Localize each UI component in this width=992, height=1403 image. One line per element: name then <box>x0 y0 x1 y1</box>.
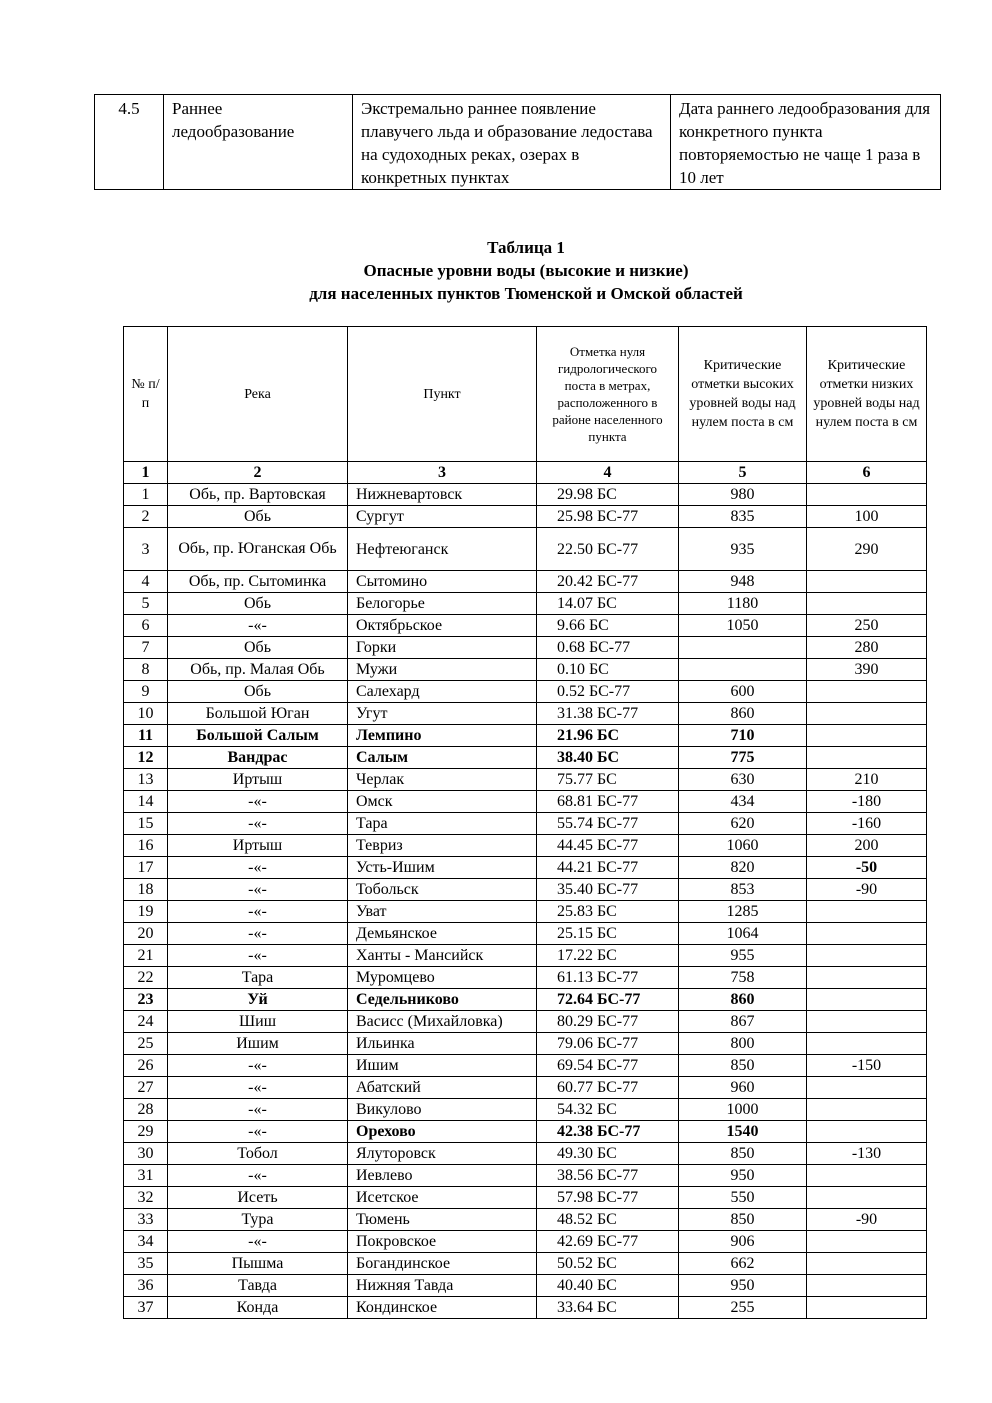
row-zero-mark: 0.10 БС <box>537 659 679 681</box>
row-number: 6 <box>124 615 168 637</box>
row-place: Покровское <box>348 1231 537 1253</box>
table-row <box>124 1077 927 1099</box>
row-high-level: 662 <box>679 1253 807 1275</box>
header-low-levels: Критические отметки низких уровней воды над нулем поста в см <box>807 327 927 462</box>
row-low-level <box>807 989 927 1011</box>
row-low-level <box>807 1297 927 1319</box>
table-row <box>124 1165 927 1187</box>
table-row <box>124 1011 927 1033</box>
row-place: Октябрьское <box>348 615 537 637</box>
row-place: Тевриз <box>348 835 537 857</box>
row-zero-mark: 69.54 БС-77 <box>537 1055 679 1077</box>
row-zero-mark: 68.81 БС-77 <box>537 791 679 813</box>
row-river: -«- <box>168 1165 348 1187</box>
row-zero-mark: 48.52 БС <box>537 1209 679 1231</box>
row-low-level: 200 <box>807 835 927 857</box>
table-row <box>124 989 927 1011</box>
table-row <box>124 615 927 637</box>
table-row <box>124 1253 927 1275</box>
row-high-level: 630 <box>679 769 807 791</box>
table-row <box>124 1033 927 1055</box>
table-row <box>124 879 927 901</box>
top-row-description: Экстремально раннее появление плавучего льда и образование ледостава на судоходных реках, озерах в конкретных пунктах <box>353 95 671 190</box>
table-row <box>124 1187 927 1209</box>
row-zero-mark: 42.69 БС-77 <box>537 1231 679 1253</box>
row-number: 37 <box>124 1297 168 1319</box>
table-row <box>124 901 927 923</box>
row-river: -«- <box>168 923 348 945</box>
row-river: Тара <box>168 967 348 989</box>
row-high-level: 710 <box>679 725 807 747</box>
row-place: Абатский <box>348 1077 537 1099</box>
table-row <box>124 747 927 769</box>
row-number: 29 <box>124 1121 168 1143</box>
row-low-level <box>807 1275 927 1297</box>
table-row <box>124 506 927 528</box>
row-low-level: 280 <box>807 637 927 659</box>
row-number: 9 <box>124 681 168 703</box>
row-place: Ишим <box>348 1055 537 1077</box>
row-place: Седельниково <box>348 989 537 1011</box>
row-number: 4 <box>124 571 168 593</box>
row-number: 12 <box>124 747 168 769</box>
table-row <box>124 528 927 571</box>
row-high-level: 850 <box>679 1055 807 1077</box>
row-river: Обь <box>168 637 348 659</box>
row-zero-mark: 0.52 БС-77 <box>537 681 679 703</box>
row-river: -«- <box>168 901 348 923</box>
water-levels-body <box>124 327 927 1319</box>
row-low-level <box>807 967 927 989</box>
row-low-level: -50 <box>807 857 927 879</box>
row-river: Уй <box>168 989 348 1011</box>
row-number: 17 <box>124 857 168 879</box>
row-number: 18 <box>124 879 168 901</box>
row-low-level: -90 <box>807 1209 927 1231</box>
row-high-level: 980 <box>679 484 807 506</box>
column-number: 1 <box>124 462 168 484</box>
row-number: 31 <box>124 1165 168 1187</box>
row-river: -«- <box>168 945 348 967</box>
row-place: Ильинка <box>348 1033 537 1055</box>
row-number: 30 <box>124 1143 168 1165</box>
row-place: Демьянское <box>348 923 537 945</box>
row-number: 10 <box>124 703 168 725</box>
row-low-level <box>807 747 927 769</box>
row-number: 13 <box>124 769 168 791</box>
column-number: 4 <box>537 462 679 484</box>
row-zero-mark: 9.66 БС <box>537 615 679 637</box>
row-river: -«- <box>168 857 348 879</box>
row-zero-mark: 60.77 БС-77 <box>537 1077 679 1099</box>
row-river: -«- <box>168 615 348 637</box>
row-low-level <box>807 1231 927 1253</box>
row-low-level <box>807 1187 927 1209</box>
header-row <box>124 327 927 462</box>
row-low-level <box>807 945 927 967</box>
row-river: -«- <box>168 1121 348 1143</box>
row-number: 8 <box>124 659 168 681</box>
column-number: 2 <box>168 462 348 484</box>
table-row <box>124 945 927 967</box>
table-row <box>124 571 927 593</box>
table-row <box>124 1297 927 1319</box>
row-high-level: 950 <box>679 1165 807 1187</box>
row-place: Иевлево <box>348 1165 537 1187</box>
column-number: 3 <box>348 462 537 484</box>
row-high-level: 1285 <box>679 901 807 923</box>
row-high-level: 775 <box>679 747 807 769</box>
row-zero-mark: 44.21 БС-77 <box>537 857 679 879</box>
row-zero-mark: 29.98 БС <box>537 484 679 506</box>
caption-line-2: Опасные уровни воды (высокие и низкие) <box>363 261 689 280</box>
row-river: Ишим <box>168 1033 348 1055</box>
row-river: Пышма <box>168 1253 348 1275</box>
table-row <box>124 1143 927 1165</box>
header-zero-mark: Отметка нуля гидрологического поста в метрах, расположенного в районе населенного пункта <box>537 327 679 462</box>
row-river: -«- <box>168 1077 348 1099</box>
row-number: 11 <box>124 725 168 747</box>
row-zero-mark: 61.13 БС-77 <box>537 967 679 989</box>
row-zero-mark: 20.42 БС-77 <box>537 571 679 593</box>
row-zero-mark: 49.30 БС <box>537 1143 679 1165</box>
row-zero-mark: 25.98 БС-77 <box>537 506 679 528</box>
row-river: Исеть <box>168 1187 348 1209</box>
row-number: 36 <box>124 1275 168 1297</box>
top-row-criterion: Дата раннего ледообразования для конкретного пункта повторяемостью не чаще 1 раза в 10 лет <box>671 95 941 190</box>
row-river: -«- <box>168 879 348 901</box>
row-place: Сургут <box>348 506 537 528</box>
row-low-level: 250 <box>807 615 927 637</box>
table-row <box>124 1055 927 1077</box>
row-number: 7 <box>124 637 168 659</box>
row-zero-mark: 50.52 БС <box>537 1253 679 1275</box>
row-river: Обь, пр. Вартовская <box>168 484 348 506</box>
top-row-number: 4.5 <box>95 95 164 190</box>
row-high-level: 867 <box>679 1011 807 1033</box>
row-river: Тобол <box>168 1143 348 1165</box>
row-zero-mark: 55.74 БС-77 <box>537 813 679 835</box>
row-low-level: 210 <box>807 769 927 791</box>
table-row <box>124 967 927 989</box>
row-place: Нижневартовск <box>348 484 537 506</box>
row-low-level <box>807 1099 927 1121</box>
row-low-level: -160 <box>807 813 927 835</box>
row-low-level <box>807 923 927 945</box>
row-high-level: 960 <box>679 1077 807 1099</box>
table-row <box>124 593 927 615</box>
row-high-level: 1180 <box>679 593 807 615</box>
row-number: 32 <box>124 1187 168 1209</box>
row-place: Кондинское <box>348 1297 537 1319</box>
row-zero-mark: 21.96 БС <box>537 725 679 747</box>
row-place: Тобольск <box>348 879 537 901</box>
row-low-level <box>807 1077 927 1099</box>
row-number: 26 <box>124 1055 168 1077</box>
row-river: Большой Юган <box>168 703 348 725</box>
row-low-level: 100 <box>807 506 927 528</box>
table-row <box>124 1209 927 1231</box>
row-high-level: 1540 <box>679 1121 807 1143</box>
table-row <box>124 791 927 813</box>
row-low-level <box>807 1253 927 1275</box>
row-high-level: 800 <box>679 1033 807 1055</box>
table-row <box>124 484 927 506</box>
caption-line-3: для населенных пунктов Тюменской и Омской областей <box>309 284 743 303</box>
row-low-level <box>807 1011 927 1033</box>
row-high-level: 860 <box>679 703 807 725</box>
row-river: Иртыш <box>168 769 348 791</box>
row-zero-mark: 33.64 БС <box>537 1297 679 1319</box>
row-high-level: 850 <box>679 1143 807 1165</box>
row-number: 23 <box>124 989 168 1011</box>
row-zero-mark: 42.38 БС-77 <box>537 1121 679 1143</box>
row-place: Орехово <box>348 1121 537 1143</box>
column-number: 5 <box>679 462 807 484</box>
row-low-level <box>807 484 927 506</box>
row-high-level: 860 <box>679 989 807 1011</box>
table-row <box>124 659 927 681</box>
row-place: Угут <box>348 703 537 725</box>
header-place: Пункт <box>348 327 537 462</box>
row-river: Шиш <box>168 1011 348 1033</box>
row-place: Тара <box>348 813 537 835</box>
row-river: -«- <box>168 813 348 835</box>
table-row <box>124 923 927 945</box>
table-row <box>124 1099 927 1121</box>
row-high-level: 906 <box>679 1231 807 1253</box>
row-high-level: 835 <box>679 506 807 528</box>
row-low-level: 390 <box>807 659 927 681</box>
row-low-level <box>807 1033 927 1055</box>
row-low-level <box>807 1121 927 1143</box>
row-zero-mark: 14.07 БС <box>537 593 679 615</box>
top-table <box>94 94 941 190</box>
row-place: Нефтеюганск <box>348 528 537 571</box>
row-high-level: 1060 <box>679 835 807 857</box>
row-high-level: 948 <box>679 571 807 593</box>
row-place: Исетское <box>348 1187 537 1209</box>
row-high-level: 955 <box>679 945 807 967</box>
row-low-level <box>807 571 927 593</box>
row-high-level <box>679 637 807 659</box>
row-number: 1 <box>124 484 168 506</box>
row-place: Богандинское <box>348 1253 537 1275</box>
row-low-level <box>807 681 927 703</box>
table-row <box>124 681 927 703</box>
row-place: Муромцево <box>348 967 537 989</box>
row-high-level: 620 <box>679 813 807 835</box>
row-place: Сытомино <box>348 571 537 593</box>
row-zero-mark: 25.15 БС <box>537 923 679 945</box>
header-river: Река <box>168 327 348 462</box>
header-high-levels: Критические отметки высоких уровней воды над нулем поста в см <box>679 327 807 462</box>
row-place: Лемпино <box>348 725 537 747</box>
row-number: 35 <box>124 1253 168 1275</box>
row-number: 28 <box>124 1099 168 1121</box>
row-number: 5 <box>124 593 168 615</box>
row-low-level: -180 <box>807 791 927 813</box>
table-row <box>124 1231 927 1253</box>
row-low-level: -150 <box>807 1055 927 1077</box>
row-river: Тура <box>168 1209 348 1231</box>
row-place: Омск <box>348 791 537 813</box>
row-zero-mark: 38.56 БС-77 <box>537 1165 679 1187</box>
row-zero-mark: 40.40 БС <box>537 1275 679 1297</box>
row-high-level: 758 <box>679 967 807 989</box>
row-high-level: 600 <box>679 681 807 703</box>
table-row <box>124 857 927 879</box>
row-number: 33 <box>124 1209 168 1231</box>
row-zero-mark: 22.50 БС-77 <box>537 528 679 571</box>
row-river: Иртыш <box>168 835 348 857</box>
row-river: -«- <box>168 1231 348 1253</box>
row-high-level: 1000 <box>679 1099 807 1121</box>
row-high-level: 550 <box>679 1187 807 1209</box>
table-row <box>124 1275 927 1297</box>
row-number: 3 <box>124 528 168 571</box>
water-levels-table <box>123 326 927 1319</box>
row-high-level: 850 <box>679 1209 807 1231</box>
row-river: Обь, пр. Сытоминка <box>168 571 348 593</box>
row-zero-mark: 54.32 БС <box>537 1099 679 1121</box>
row-river: Обь <box>168 506 348 528</box>
row-number: 22 <box>124 967 168 989</box>
caption-line-1: Таблица 1 <box>487 238 565 257</box>
row-place: Усть-Ишим <box>348 857 537 879</box>
row-high-level: 950 <box>679 1275 807 1297</box>
row-river: Обь <box>168 593 348 615</box>
row-place: Черлак <box>348 769 537 791</box>
row-high-level: 820 <box>679 857 807 879</box>
table-row <box>124 637 927 659</box>
row-zero-mark: 80.29 БС-77 <box>537 1011 679 1033</box>
table-caption <box>60 236 992 305</box>
row-low-level: -90 <box>807 879 927 901</box>
row-number: 15 <box>124 813 168 835</box>
row-zero-mark: 44.45 БС-77 <box>537 835 679 857</box>
top-row-name: Раннее ледообразование <box>164 95 353 190</box>
row-place: Салым <box>348 747 537 769</box>
table-row <box>124 1121 927 1143</box>
table-row <box>124 835 927 857</box>
row-zero-mark: 25.83 БС <box>537 901 679 923</box>
row-river: Обь, пр. Малая Обь <box>168 659 348 681</box>
row-high-level: 1050 <box>679 615 807 637</box>
row-low-level <box>807 703 927 725</box>
row-zero-mark: 72.64 БС-77 <box>537 989 679 1011</box>
row-zero-mark: 57.98 БС-77 <box>537 1187 679 1209</box>
row-river: Конда <box>168 1297 348 1319</box>
row-number: 14 <box>124 791 168 813</box>
header-number: № п/п <box>124 327 168 462</box>
row-number: 25 <box>124 1033 168 1055</box>
row-number: 24 <box>124 1011 168 1033</box>
top-table-row <box>95 95 941 190</box>
row-river: Вандрас <box>168 747 348 769</box>
row-low-level: -130 <box>807 1143 927 1165</box>
row-number: 19 <box>124 901 168 923</box>
row-place: Салехард <box>348 681 537 703</box>
row-number: 2 <box>124 506 168 528</box>
table-row <box>124 725 927 747</box>
row-place: Викулово <box>348 1099 537 1121</box>
row-high-level: 1064 <box>679 923 807 945</box>
row-river: -«- <box>168 791 348 813</box>
row-place: Мужи <box>348 659 537 681</box>
row-place: Васисс (Михайловка) <box>348 1011 537 1033</box>
row-river: Обь, пр. Юганская Обь <box>168 528 348 571</box>
row-river: Обь <box>168 681 348 703</box>
row-low-level <box>807 1165 927 1187</box>
row-high-level: 255 <box>679 1297 807 1319</box>
row-place: Белогорье <box>348 593 537 615</box>
table-row <box>124 813 927 835</box>
row-place: Уват <box>348 901 537 923</box>
row-place: Ялуторовск <box>348 1143 537 1165</box>
row-low-level <box>807 725 927 747</box>
row-zero-mark: 75.77 БС <box>537 769 679 791</box>
row-river: -«- <box>168 1055 348 1077</box>
table-row <box>124 769 927 791</box>
row-zero-mark: 79.06 БС-77 <box>537 1033 679 1055</box>
row-low-level <box>807 593 927 615</box>
row-zero-mark: 0.68 БС-77 <box>537 637 679 659</box>
row-number: 27 <box>124 1077 168 1099</box>
row-number: 20 <box>124 923 168 945</box>
row-zero-mark: 38.40 БС <box>537 747 679 769</box>
column-number-row <box>124 462 927 484</box>
row-place: Горки <box>348 637 537 659</box>
row-low-level: 290 <box>807 528 927 571</box>
row-high-level <box>679 659 807 681</box>
row-number: 34 <box>124 1231 168 1253</box>
row-high-level: 935 <box>679 528 807 571</box>
row-high-level: 434 <box>679 791 807 813</box>
row-zero-mark: 35.40 БС-77 <box>537 879 679 901</box>
row-zero-mark: 31.38 БС-77 <box>537 703 679 725</box>
row-place: Нижняя Тавда <box>348 1275 537 1297</box>
row-river: Тавда <box>168 1275 348 1297</box>
row-river: -«- <box>168 1099 348 1121</box>
row-place: Ханты - Мансийск <box>348 945 537 967</box>
row-number: 21 <box>124 945 168 967</box>
row-place: Тюмень <box>348 1209 537 1231</box>
row-river: Большой Салым <box>168 725 348 747</box>
row-number: 16 <box>124 835 168 857</box>
table-row <box>124 703 927 725</box>
column-number: 6 <box>807 462 927 484</box>
row-zero-mark: 17.22 БС <box>537 945 679 967</box>
row-low-level <box>807 901 927 923</box>
row-high-level: 853 <box>679 879 807 901</box>
